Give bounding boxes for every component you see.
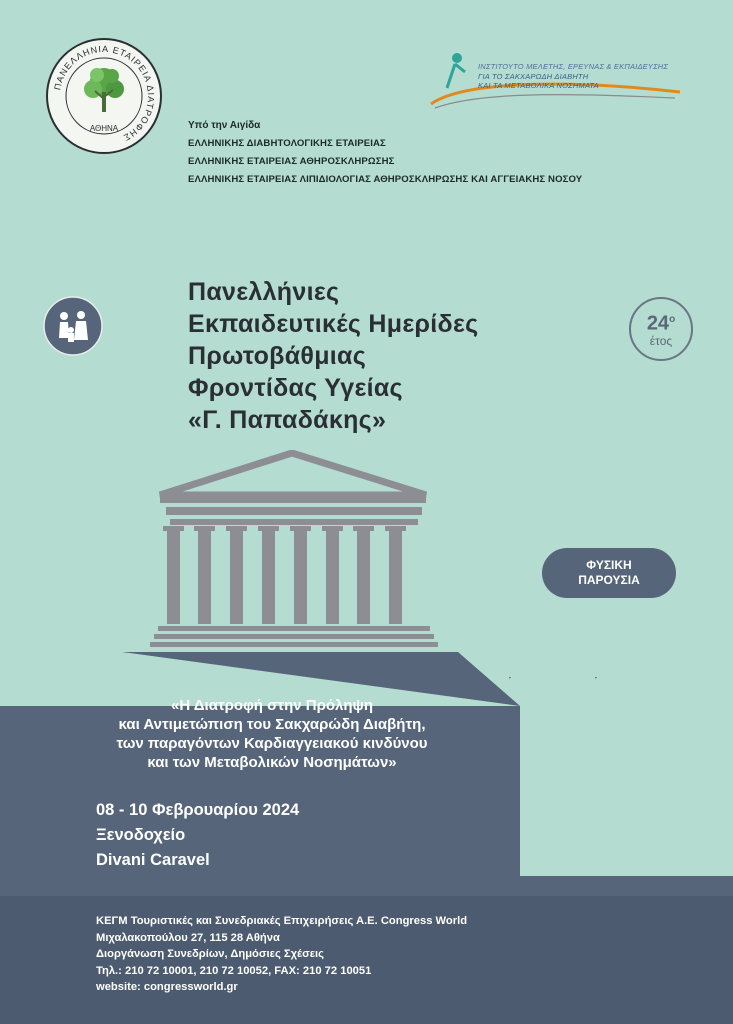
year-number: 24: [646, 312, 670, 335]
event-details: [96, 798, 299, 873]
organizer-info: [96, 913, 467, 996]
organizer-line: Διοργάνωση Συνεδρίων, Δημόσιες Σχέσεις: [96, 948, 324, 960]
year-label: έτος: [649, 333, 673, 348]
venue-label: Ξενοδοχείο: [96, 826, 186, 844]
subtitle-line: των παραγόντων Καρδιαγγειακού κινδύνου: [116, 735, 428, 752]
auspices-line: ΕΛΛΗΝΙΚΗΣ ΕΤΑΙΡΕΙΑΣ ΑΘΗΡΟΣΚΛΗΡΩΣΗΣ: [188, 156, 395, 167]
event-subtitle: [96, 696, 448, 772]
institute-line-1: ΙΝΣΤΙΤΟΥΤΟ ΜΕΛΕΤΗΣ, ΕΡΕΥΝΑΣ & ΕΚΠΑΙΔΕΥΣΗΣ: [478, 62, 669, 71]
event-date: 08 - 10 Φεβρουαρίου 2024: [96, 801, 300, 819]
title-line: Πρωτοβάθμιας: [188, 342, 367, 370]
venue-name: Divani Caravel: [96, 851, 210, 869]
attendance-badge: [542, 548, 676, 598]
seal-city: ΑΘΗΝΑ: [89, 124, 119, 133]
seal-ring-text: ΠΑΝΕΛΛΗΝΙΑ ΕΤΑΙΡΕΙΑ ΔΙΑΤΡΟΦΗΣ: [52, 43, 157, 144]
organizer-website: website: congressworld.gr: [96, 981, 238, 993]
organizer-line: Μιχαλακοπούλου 27, 115 28 Αθήνα: [96, 931, 280, 944]
auspices-title: Υπό την Αιγίδα: [188, 120, 261, 131]
attendance-line-2: ΠΑΡΟΥΣΙΑ: [578, 573, 640, 587]
title-line: Εκπαιδευτικές Ημερίδες: [188, 310, 479, 338]
title-line: Φροντίδας Υγείας: [188, 374, 403, 402]
doctor-patients-icon: [43, 296, 103, 356]
organizer-line: ΚΕΓΜ Τουριστικές και Συνεδριακές Επιχειρήσεις Α.Ε. Congress World: [96, 915, 468, 927]
institute-line-3: ΚΑΙ ΤΑ ΜΕΤΑΒΟΛΙΚΑ ΝΟΣΗΜΑΤΑ: [478, 81, 599, 90]
title-line: Πανελλήνιες: [188, 278, 340, 306]
institute-line-2: ΓΙΑ ΤΟ ΣΑΚΧΑΡΩΔΗ ΔΙΑΒΗΤΗ: [478, 72, 589, 81]
subtitle-line: «Η Διατροφή στην Πρόληψη: [170, 697, 374, 714]
attendance-line-1: ΦΥΣΙΚΗ: [586, 558, 632, 572]
auspices-line: ΕΛΛΗΝΙΚΗΣ ΕΤΑΙΡΕΙΑΣ ΛΙΠΙΔΙΟΛΟΓΙΑΣ ΑΘΗΡΟΣΚΛΗΡΩΣΗΣ ΚΑΙ ΑΓΓΕΙΑΚΗΣ ΝΟΣΟΥ: [188, 174, 583, 185]
auspices: [188, 120, 582, 192]
organizer-line: Τηλ.: 210 72 10001, 210 72 10052, FAX: 210 72 10051: [96, 964, 372, 977]
subtitle-line: και Αντιμετώπιση του Σακχαρώδη Διαβήτη,: [118, 716, 426, 733]
title-line: «Γ. Παπαδάκης»: [188, 406, 387, 434]
year-badge: [629, 297, 693, 361]
society-seal-logo: [45, 37, 163, 155]
year-suffix: ο: [669, 314, 676, 325]
subtitle-line: και των Μεταβολικών Νοσημάτων»: [147, 754, 397, 771]
greek-temple-icon: [150, 450, 450, 655]
event-title: [188, 276, 478, 436]
auspices-line: ΕΛΛΗΝΙΚΗΣ ΔΙΑΒΗΤΟΛΟΓΙΚΗΣ ΕΤΑΙΡΕΙΑΣ: [188, 138, 386, 149]
